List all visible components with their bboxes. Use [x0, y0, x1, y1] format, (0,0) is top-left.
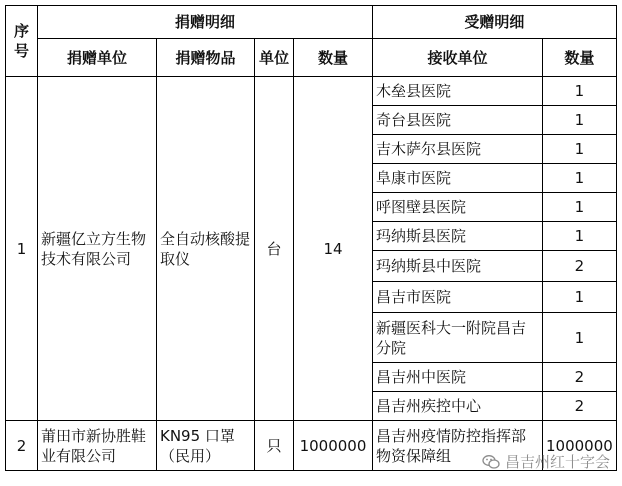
receiver-name: 阜康市医院	[373, 164, 543, 193]
header-unit: 单位	[255, 39, 294, 77]
header-donation-details: 捐赠明细	[38, 6, 373, 39]
header-receiver: 接收单位	[373, 39, 543, 77]
receiver-qty: 1	[543, 106, 617, 135]
row2-receiver: 昌吉州疫情防控指挥部物资保障组	[373, 421, 543, 471]
header-recv-qty: 数量	[543, 39, 617, 77]
receiver-qty: 2	[543, 251, 617, 282]
header-qty: 数量	[294, 39, 373, 77]
receiver-name: 木垒县医院	[373, 77, 543, 106]
receiver-qty: 1	[543, 282, 617, 313]
row2-seq: 2	[6, 421, 38, 471]
header-donor: 捐赠单位	[38, 39, 157, 77]
row1-seq: 1	[6, 77, 38, 421]
header-item: 捐赠物品	[157, 39, 255, 77]
row1-qty: 14	[294, 77, 373, 421]
receiver-qty: 1	[543, 222, 617, 251]
receiver-name: 奇台县医院	[373, 106, 543, 135]
receiver-name: 呼图壁县医院	[373, 193, 543, 222]
row1-item: 全自动核酸提取仪	[157, 77, 255, 421]
donation-table	[5, 5, 617, 471]
header-receipt-details: 受赠明细	[373, 6, 617, 39]
watermark	[482, 451, 610, 472]
chat-bubbles-icon	[482, 454, 500, 470]
row2-unit: 只	[255, 421, 294, 471]
receiver-qty: 1	[543, 77, 617, 106]
receiver-name: 昌吉州疾控中心	[373, 392, 543, 421]
row2-item: KN95 口罩（民用）	[157, 421, 255, 471]
receiver-name: 昌吉州中医院	[373, 363, 543, 392]
receiver-qty: 1	[543, 193, 617, 222]
watermark-text: 昌吉州红十字会	[504, 453, 610, 471]
receiver-qty: 1	[543, 164, 617, 193]
column-header-row	[6, 39, 617, 77]
receiver-name: 新疆医科大一附院昌吉分院	[373, 313, 543, 363]
receiver-name: 玛纳斯县医院	[373, 222, 543, 251]
group-header-row	[6, 6, 617, 39]
receiver-qty: 1	[543, 135, 617, 164]
receiver-name: 玛纳斯县中医院	[373, 251, 543, 282]
receiver-name: 吉木萨尔县医院	[373, 135, 543, 164]
header-seq: 序号	[6, 6, 38, 77]
row1-unit: 台	[255, 77, 294, 421]
receiver-name: 昌吉市医院	[373, 282, 543, 313]
row2-qty: 1000000	[294, 421, 373, 471]
receiver-qty: 1	[543, 313, 617, 363]
receiver-qty: 2	[543, 363, 617, 392]
row1-donor: 新疆亿立方生物技术有限公司	[38, 77, 157, 421]
table-row	[6, 77, 617, 106]
row2-donor: 莆田市新协胜鞋业有限公司	[38, 421, 157, 471]
row2-recv-qty: 1000000	[543, 421, 617, 471]
receiver-qty: 2	[543, 392, 617, 421]
